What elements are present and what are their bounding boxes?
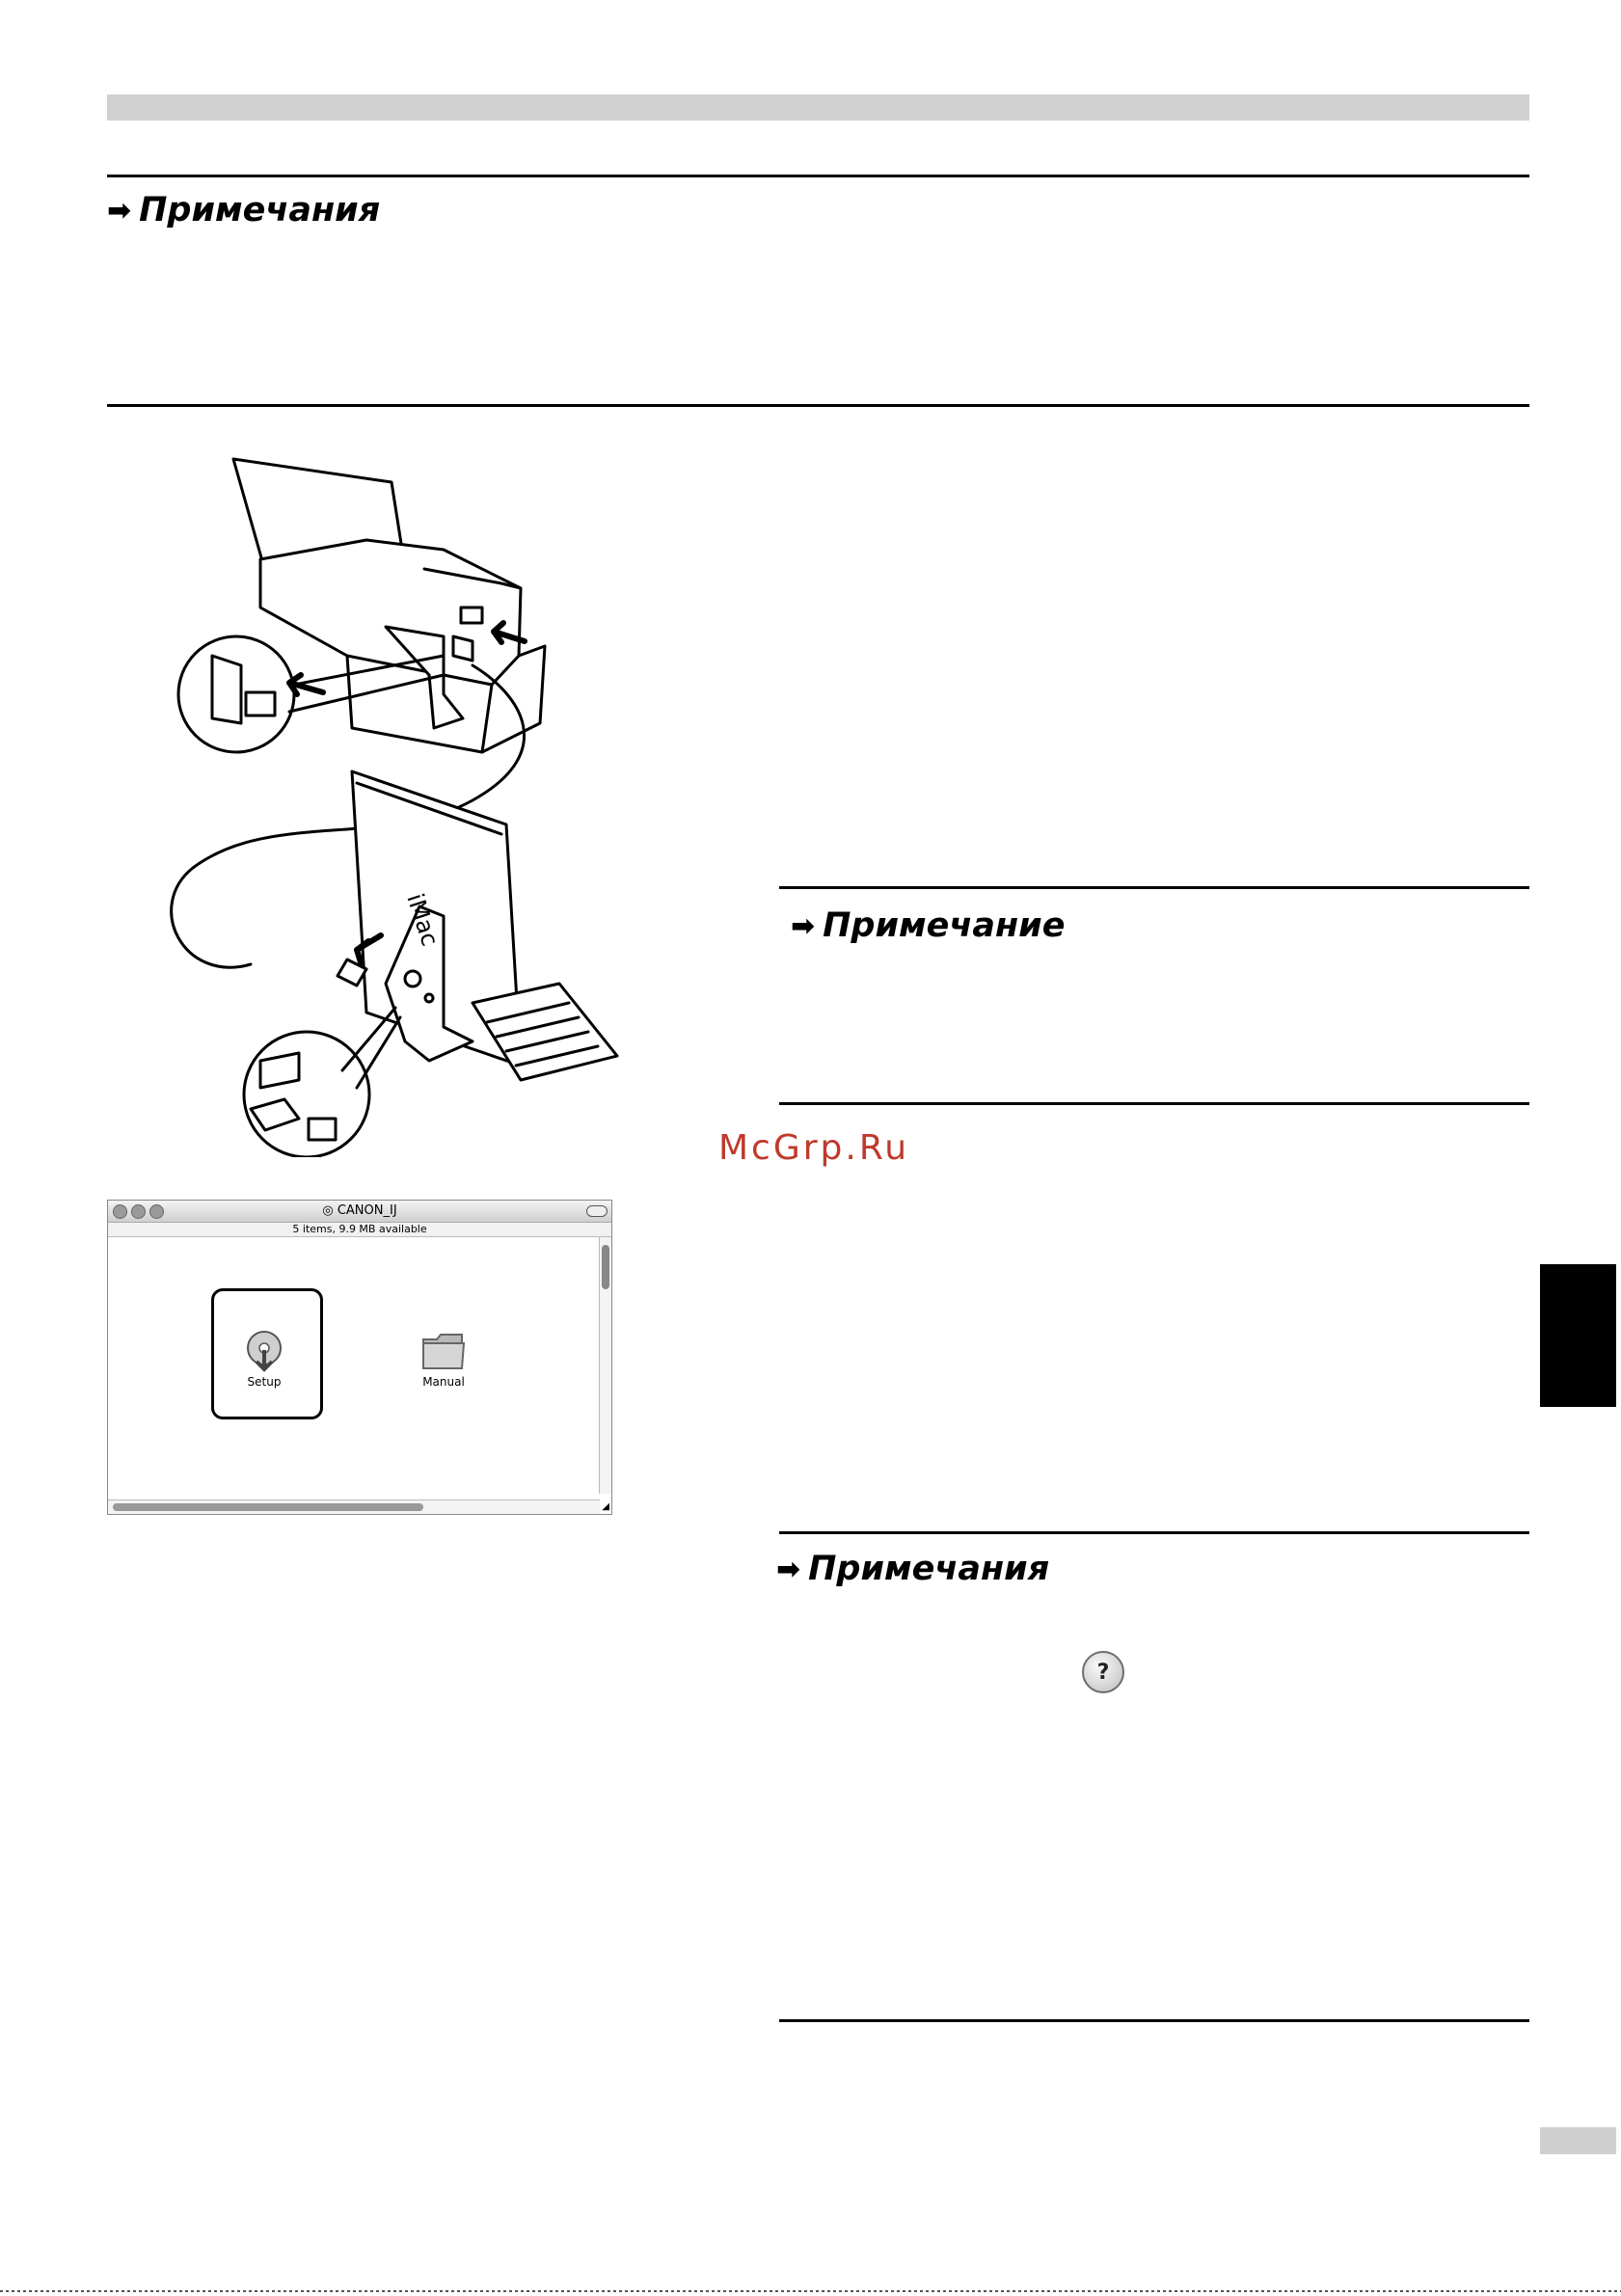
toolbar-toggle-button[interactable]: [586, 1205, 608, 1217]
usb-connection-illustration: [154, 444, 665, 1157]
arrow-right-icon: ➡: [776, 1552, 801, 1586]
note-heading-bottom: [776, 1550, 1049, 1588]
note-heading-top: [107, 191, 380, 230]
setup-highlight-frame: [211, 1288, 323, 1419]
note-top-rule: [779, 1531, 1529, 1534]
chapter-tab: [1540, 1264, 1616, 1407]
note-heading-text: Примечания: [808, 1550, 1050, 1588]
finder-window: [107, 1200, 612, 1515]
note-bottom-rule: [107, 404, 1529, 407]
horizontal-scroll-thumb[interactable]: [113, 1503, 423, 1511]
arrow-right-icon: ➡: [107, 193, 132, 228]
note-top-rule: [779, 886, 1529, 889]
page-bottom-edge: [0, 2290, 1621, 2292]
disc-icon: ◎: [322, 1203, 334, 1218]
resize-grip-icon[interactable]: ◢: [602, 1501, 609, 1512]
note-heading-middle: [791, 906, 1065, 945]
imac-label: iMac: [401, 890, 445, 950]
setup-label[interactable]: Setup: [247, 1375, 282, 1389]
finder-title: ◎ CANON_IJ: [322, 1203, 397, 1218]
watermark: McGrp.Ru: [718, 1128, 910, 1168]
note-bottom-rule: [779, 2019, 1529, 2022]
help-icon: ?: [1096, 1660, 1110, 1685]
note-heading-text: Примечания: [139, 191, 381, 230]
folder-icon[interactable]: [419, 1330, 468, 1372]
finder-status-bar: 5 items, 9.9 MB available: [108, 1223, 611, 1237]
note-top-rule: [107, 175, 1529, 177]
finder-titlebar[interactable]: [108, 1201, 611, 1223]
help-button[interactable]: [1082, 1651, 1124, 1693]
page-number-tab: [1540, 2127, 1616, 2154]
manual-label[interactable]: Manual: [422, 1375, 465, 1389]
note-heading-text: Примечание: [823, 906, 1066, 945]
header-bar: [107, 95, 1529, 121]
vertical-scroll-thumb[interactable]: [602, 1245, 609, 1289]
arrow-right-icon: ➡: [791, 908, 816, 943]
note-bottom-rule: [779, 1102, 1529, 1105]
